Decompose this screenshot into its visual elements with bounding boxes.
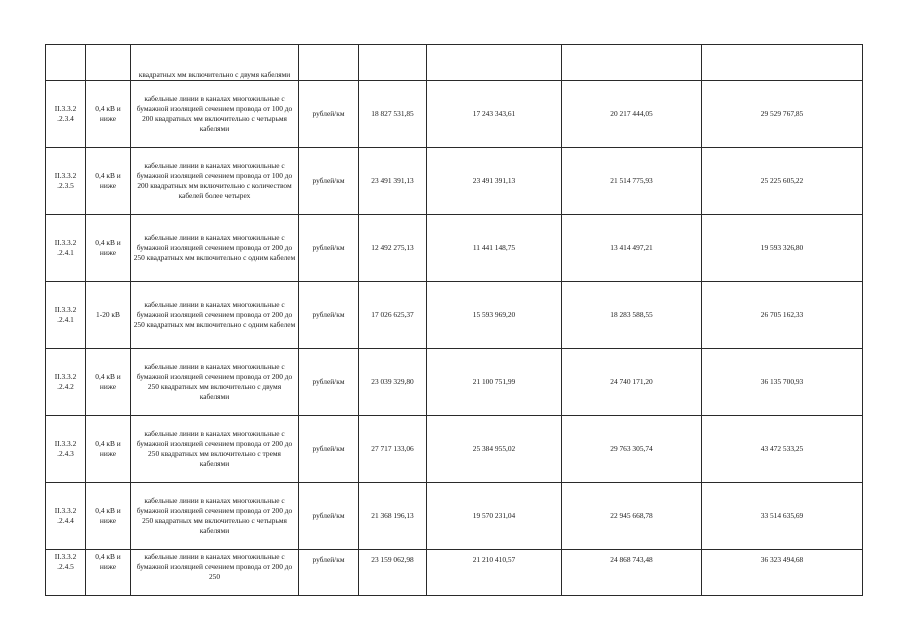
value-cell-3: 22 945 668,78 (562, 483, 702, 550)
unit-cell: рублей/км (299, 349, 359, 416)
value-cell-3: 21 514 775,93 (562, 148, 702, 215)
value-cell-1: 23 039 329,80 (359, 349, 427, 416)
code-cell: II.3.3.2 .2.3.4 (46, 81, 86, 148)
description-cell: кабельные линии в каналах многожильные с бумажной изоляцией сечением провода от 200 до 250 квадратных мм включительно с двумя кабелями (131, 349, 299, 416)
code-cell: II.3.3.2 .2.4.3 (46, 416, 86, 483)
code-cell (46, 45, 86, 81)
value-cell-3: 20 217 444,05 (562, 81, 702, 148)
table-row (46, 215, 863, 282)
code-cell: II.3.3.2 .2.4.1 (46, 215, 86, 282)
table-row (46, 416, 863, 483)
value-cell-1: 17 026 625,37 (359, 282, 427, 349)
description-cell: кабельные линии в каналах многожильные с бумажной изоляцией сечением провода от 100 до 200 квадратных мм включительно с количеством кабелей более четырех (131, 148, 299, 215)
value-cell-4: 36 135 700,93 (702, 349, 863, 416)
value-cell-2: 17 243 343,61 (427, 81, 562, 148)
value-cell-1: 18 827 531,85 (359, 81, 427, 148)
table-row (46, 81, 863, 148)
value-cell-1: 12 492 275,13 (359, 215, 427, 282)
description-cell: кабельные линии в каналах многожильные с бумажной изоляцией сечением провода от 200 до 250 квадратных мм включительно с тремя кабелями (131, 416, 299, 483)
value-cell-1: 21 368 196,13 (359, 483, 427, 550)
voltage-cell: 0,4 кВ и ниже (86, 550, 131, 596)
unit-cell: рублей/км (299, 416, 359, 483)
value-cell-3: 24 868 743,48 (562, 550, 702, 596)
code-cell: II.3.3.2 .2.4.1 (46, 282, 86, 349)
voltage-cell: 0,4 кВ и ниже (86, 215, 131, 282)
description-cell: кабельные линии в каналах многожильные с бумажной изоляцией сечением провода от 200 до 250 (131, 550, 299, 596)
code-cell: II.3.3.2 .2.4.2 (46, 349, 86, 416)
value-cell-4: 19 593 326,80 (702, 215, 863, 282)
value-cell-2: 21 100 751,99 (427, 349, 562, 416)
value-cell-1: 23 159 062,98 (359, 550, 427, 596)
value-cell-4 (702, 45, 863, 81)
voltage-cell: 0,4 кВ и ниже (86, 148, 131, 215)
unit-cell (299, 45, 359, 81)
value-cell-2 (427, 45, 562, 81)
value-cell-3: 13 414 497,21 (562, 215, 702, 282)
value-cell-4: 29 529 767,85 (702, 81, 863, 148)
description-cell: кабельные линии в каналах многожильные с бумажной изоляцией сечением провода от 200 до 250 квадратных мм включительно с одним кабелем (131, 282, 299, 349)
table-row (46, 349, 863, 416)
code-cell: II.3.3.2 .2.4.4 (46, 483, 86, 550)
value-cell-4: 26 705 162,33 (702, 282, 863, 349)
table-row-partial-top (46, 45, 863, 81)
value-cell-4: 36 323 494,68 (702, 550, 863, 596)
table-row (46, 148, 863, 215)
unit-cell: рублей/км (299, 148, 359, 215)
value-cell-4: 43 472 533,25 (702, 416, 863, 483)
table-row (46, 483, 863, 550)
code-cell: II.3.3.2 .2.3.5 (46, 148, 86, 215)
value-cell-1: 23 491 391,13 (359, 148, 427, 215)
unit-cell: рублей/км (299, 282, 359, 349)
unit-cell: рублей/км (299, 81, 359, 148)
unit-cell: рублей/км (299, 215, 359, 282)
description-cell: кабельные линии в каналах многожильные с бумажной изоляцией сечением провода от 200 до 250 квадратных мм включительно с одним кабелем (131, 215, 299, 282)
value-cell-3: 29 763 305,74 (562, 416, 702, 483)
value-cell-2: 15 593 969,20 (427, 282, 562, 349)
voltage-cell (86, 45, 131, 81)
value-cell-2: 23 491 391,13 (427, 148, 562, 215)
value-cell-1: 27 717 133,06 (359, 416, 427, 483)
value-cell-3: 18 283 588,55 (562, 282, 702, 349)
value-cell-2: 19 570 231,04 (427, 483, 562, 550)
description-cell: квадратных мм включительно с двумя кабелями (131, 45, 299, 81)
value-cell-2: 21 210 410,57 (427, 550, 562, 596)
unit-cell: рублей/км (299, 483, 359, 550)
description-cell: кабельные линии в каналах многожильные с бумажной изоляцией сечением провода от 100 до 200 квадратных мм включительно с четырьмя кабелями (131, 81, 299, 148)
voltage-cell: 1-20 кВ (86, 282, 131, 349)
description-cell: кабельные линии в каналах многожильные с бумажной изоляцией сечением провода от 200 до 250 квадратных мм включительно с четырьмя кабелями (131, 483, 299, 550)
code-cell: II.3.3.2 .2.4.5 (46, 550, 86, 596)
value-cell-4: 33 514 635,69 (702, 483, 863, 550)
tariff-table (45, 44, 863, 596)
voltage-cell: 0,4 кВ и ниже (86, 349, 131, 416)
value-cell-3: 24 740 171,20 (562, 349, 702, 416)
value-cell-3 (562, 45, 702, 81)
value-cell-2: 11 441 148,75 (427, 215, 562, 282)
voltage-cell: 0,4 кВ и ниже (86, 81, 131, 148)
value-cell-2: 25 384 955,02 (427, 416, 562, 483)
voltage-cell: 0,4 кВ и ниже (86, 416, 131, 483)
value-cell-1 (359, 45, 427, 81)
voltage-cell: 0,4 кВ и ниже (86, 483, 131, 550)
table-row (46, 282, 863, 349)
table-row-partial-bottom (46, 550, 863, 596)
unit-cell: рублей/км (299, 550, 359, 596)
value-cell-4: 25 225 605,22 (702, 148, 863, 215)
